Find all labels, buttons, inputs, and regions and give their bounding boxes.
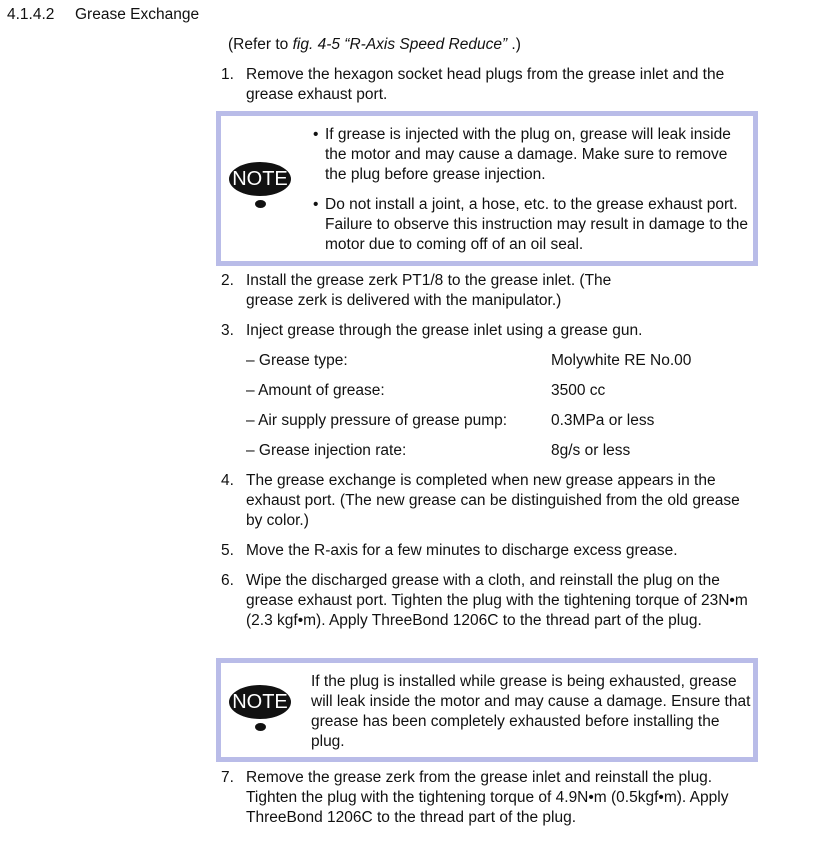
spec-value: 0.3MPa or less — [551, 412, 655, 429]
note-box-2 — [216, 658, 758, 762]
step-text: Remove the hexagon socket head plugs from the grease inlet and the grease exhaust port. — [246, 66, 725, 103]
step-5 — [221, 541, 771, 561]
reference-prefix: (Refer to — [228, 36, 293, 53]
step-3 — [221, 321, 771, 341]
step-text: Remove the grease zerk from the grease inlet and reinstall the plug. Tighten the plug with the tightening torque of 4.9N•m (0.5kgf•m). Apply ThreeBond 1206C to the thread part of the plug. — [246, 769, 729, 826]
step-number: 7. — [221, 769, 234, 786]
bullet-icon: • — [313, 126, 319, 143]
note-box-1 — [216, 111, 758, 266]
bullet-icon: • — [313, 196, 319, 213]
step-4 — [221, 471, 771, 531]
step-text: Wipe the discharged grease with a cloth, and reinstall the plug on the grease exhaust port. Tighten the plug with the tightening torque of 23N•m (2.3 kgf•m). Apply ThreeBond 1206C to the thread part of the plug. — [246, 572, 748, 629]
note-badge — [229, 162, 291, 208]
step-text: The grease exchange is completed when new grease appears in the exhaust port. (The new grease can be distinguished from the old grease by color.) — [246, 472, 740, 529]
note-dot — [255, 723, 266, 731]
spec-label: – Grease type: — [246, 352, 348, 369]
figure-reference — [228, 35, 521, 55]
step-number: 6. — [221, 572, 234, 589]
step-number: 5. — [221, 542, 234, 559]
note-icon — [229, 162, 291, 196]
spec-value: Molywhite RE No.00 — [551, 352, 692, 369]
note-label: NOTE — [232, 691, 288, 713]
note-label: NOTE — [232, 168, 288, 190]
step-text: Inject grease through the grease inlet using a grease gun. — [246, 322, 643, 339]
note-bullet-1 — [313, 125, 753, 185]
note-badge — [229, 685, 291, 731]
section-number: 4.1.4.2 — [7, 6, 55, 23]
note-icon — [229, 685, 291, 719]
note-dot — [255, 200, 266, 208]
note-bullet-2 — [313, 195, 753, 255]
spec-label: – Grease injection rate: — [246, 442, 407, 459]
step-text: Install the grease zerk PT1/8 to the grease inlet. (The grease zerk is delivered with the manipulator.) — [246, 272, 612, 309]
note-bullet-text: Do not install a joint, a hose, etc. to the grease exhaust port. Failure to observe this instruction may result in damage to the motor due to coming off of an oil seal. — [325, 196, 749, 253]
step-text: Move the R-axis for a few minutes to discharge excess grease. — [246, 542, 678, 559]
step-number: 3. — [221, 322, 234, 339]
spec-label: – Amount of grease: — [246, 382, 385, 399]
step-number: 2. — [221, 272, 234, 289]
step-1 — [221, 65, 771, 105]
step-7 — [221, 768, 771, 828]
note-text: If the plug is installed while grease is being exhausted, grease will leak inside the motor and may cause a damage. Ensure that grease has been completely exhausted before installing the plug. — [311, 673, 751, 750]
step-number: 1. — [221, 66, 234, 83]
reference-suffix: .) — [507, 36, 521, 53]
section-heading — [7, 5, 199, 25]
step-number: 4. — [221, 472, 234, 489]
step-6 — [221, 571, 771, 631]
section-title: Grease Exchange — [75, 6, 200, 23]
spec-label: – Air supply pressure of grease pump: — [246, 412, 508, 429]
spec-value: 8g/s or less — [551, 442, 631, 459]
spec-value: 3500 cc — [551, 382, 606, 399]
note-bullet-text: If grease is injected with the plug on, grease will leak inside the motor and may cause a damage. Make sure to remove the plug before grease injection. — [325, 126, 731, 183]
step-2 — [221, 271, 771, 311]
reference-figure-link[interactable]: fig. 4-5 — [292, 36, 340, 53]
reference-caption: “R-Axis Speed Reduce” — [340, 36, 508, 53]
